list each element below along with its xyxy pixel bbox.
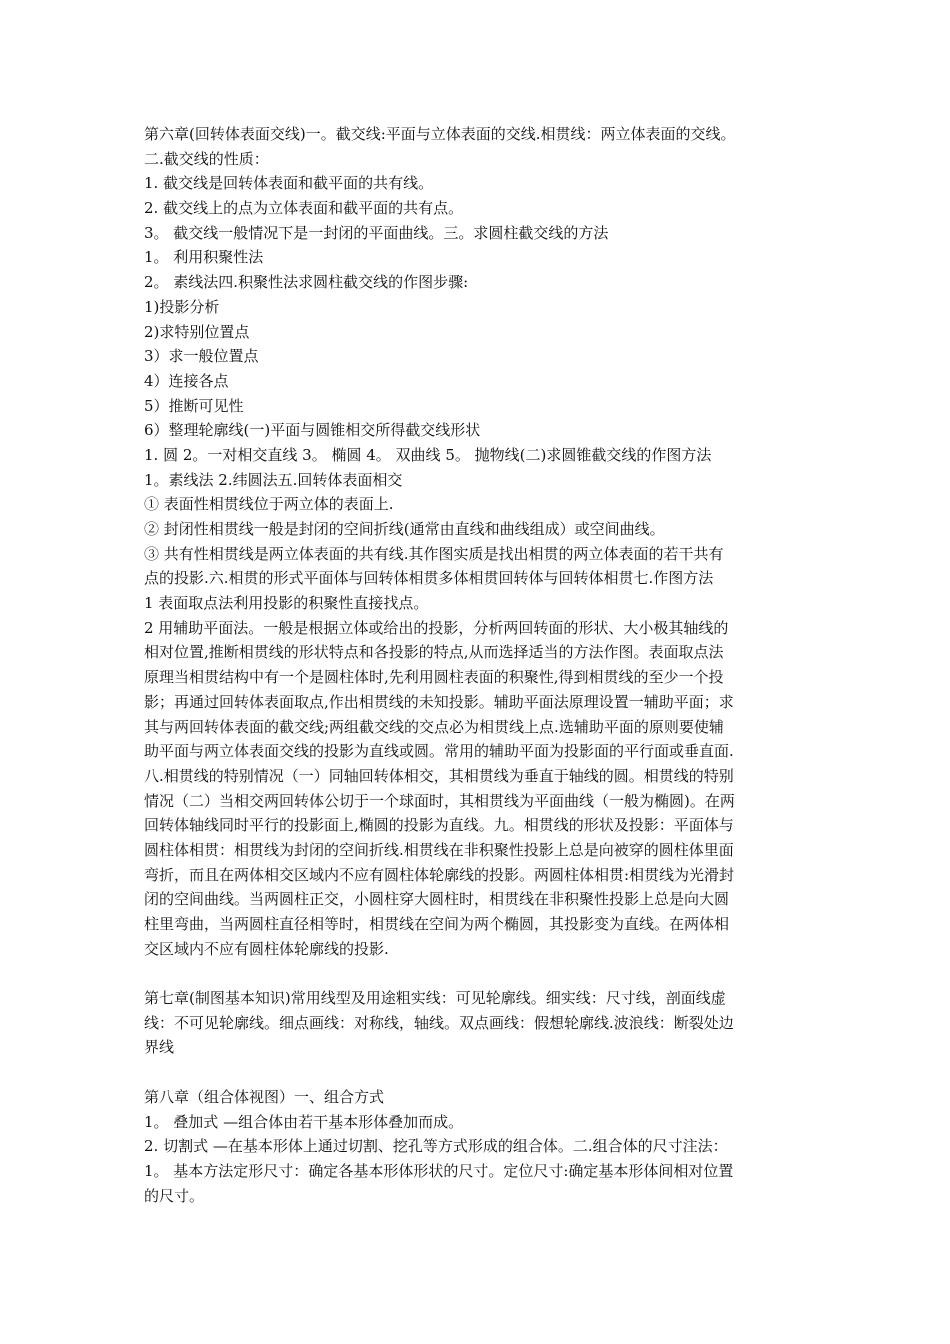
text-line: 回转体轴线同时平行的投影面上,椭圆的投影为直线。九。相贯线的形状及投影：平面体与	[144, 816, 734, 835]
text-line: 2。 素线法四.积聚性法求圆柱截交线的作图步骤:	[144, 273, 469, 292]
text-line: 2)求特别位置点	[144, 322, 250, 341]
text-line: 1。素线法 2.纬圆法五.回转体表面相交	[144, 470, 403, 489]
text-line: ① 表面性相贯线位于两立体的表面上.	[144, 495, 394, 514]
text-line: 相对位置,推断相贯线的形状特点和各投影的特点,从而选择适当的方法作图。表面取点法	[144, 643, 724, 662]
text-line: 圆柱体相贯：相贯线为封闭的空间折线.相贯线在非积聚性投影上总是向被穿的圆柱体里面	[144, 840, 734, 859]
text-line: 4）连接各点	[144, 371, 229, 390]
text-line: 1)投影分析	[144, 297, 220, 316]
text-line: 柱里弯曲，当两圆柱直径相等时，相贯线在空间为两个椭圆，其投影变为直线。在两体相	[144, 915, 730, 933]
chapter6-section	[144, 122, 812, 961]
document-page	[144, 122, 812, 1208]
text-line: 5）推断可见性	[144, 396, 244, 415]
text-line: 点的投影.六.相贯的形式平面体与回转体相贯多体相贯回转体与回转体相贯七.作图方法	[144, 569, 714, 588]
text-line: 3。 截交线一般情况下是一封闭的平面曲线。三。求圆柱截交线的方法	[144, 223, 609, 242]
chapter8-section	[144, 1085, 812, 1208]
paragraph-gap	[144, 961, 812, 986]
text-line: 八.相贯线的特别情况（一）同轴回转体相交，其相贯线为垂直于轴线的圆。相贯线的特别	[144, 766, 734, 785]
text-line: 界线	[144, 1038, 175, 1057]
text-line: 原理当相贯结构中有一个是圆柱体时,先利用圆柱表面的积聚性,得到相贯线的至少一个投	[144, 668, 724, 687]
text-line: 影；再通过回转体表面取点,作出相贯线的未知投影。辅助平面法原理设置一辅助平面；求	[144, 692, 734, 711]
text-line: 助平面与两立体表面交线的投影为直线或圆。常用的辅助平面为投影面的平行面或垂直面.	[144, 742, 734, 761]
text-line: ③ 共有性相贯线是两立体表面的共有线.其作图实质是找出相贯的两立体表面的若干共有	[144, 544, 724, 563]
text-line: 第八章（组合体视图）一、组合方式	[144, 1087, 385, 1106]
text-line: 线：不可见轮廓线。细点画线：对称线，轴线。双点画线：假想轮廓线.波浪线：断裂处边	[144, 1013, 734, 1032]
text-line: 情况（二）当相交两回转体公切于一个球面时，其相贯线为平面曲线（一般为椭圆)。在两	[144, 791, 735, 810]
text-line: 2. 切割式 —在基本形体上通过切割、挖孔等方式形成的组合体。二.组合体的尺寸注法：	[144, 1137, 728, 1156]
text-line: ② 封闭性相贯线一般是封闭的空间折线(通常由直线和曲线组成）或空间曲线。	[144, 520, 665, 538]
text-line: 1。 叠加式 —组合体由若干基本形体叠加而成。	[144, 1112, 464, 1131]
text-line: 1。 利用积聚性法	[144, 248, 264, 267]
text-line: 第六章(回转体表面交线)一。截交线:平面与立体表面的交线.相贯线：两立体表面的交线。	[144, 125, 736, 143]
text-line: 1. 圆 2。一对相交直线 3。 椭圆 4。 双曲线 5。 抛物线(二)求圆锥截交线的作图方法	[144, 445, 712, 464]
text-line: 2 用辅助平面法。一般是根据立体或给出的投影，分析两回转面的形状、大小极其轴线的	[144, 618, 729, 637]
text-line: 弯折，而且在两体相交区域内不应有圆柱体轮廓线的投影。两圆柱体相贯:相贯线为光滑封	[144, 865, 735, 884]
text-line: 2. 截交线上的点为立体表面和截平面的共有点。	[144, 199, 464, 218]
text-line: 的尺寸。	[144, 1186, 205, 1205]
text-line: 1. 截交线是回转体表面和截平面的共有线。	[144, 174, 434, 193]
chapter7-section	[144, 986, 812, 1060]
text-line: 1 表面取点法利用投影的积聚性直接找点。	[144, 594, 429, 613]
text-line: 1。 基本方法定形尺寸：确定各基本形体形状的尺寸。定位尺寸:确定基本形体间相对位置	[144, 1161, 734, 1180]
text-line: 交区域内不应有圆柱体轮廓线的投影.	[144, 939, 389, 958]
text-line: 二.截交线的性质：	[144, 149, 269, 168]
text-line: 6）整理轮廓线(一)平面与圆锥相交所得截交线形状	[144, 421, 481, 440]
text-line: 闭的空间曲线。当两圆柱正交，小圆柱穿大圆柱时，相贯线在非积聚性投影上总是向大圆	[144, 890, 730, 909]
text-line: 其与两回转体表面的截交线;两组截交线的交点必为相贯线上点.选辅助平面的原则要使辅	[144, 717, 724, 736]
paragraph-gap	[144, 1060, 812, 1085]
text-line: 第七章(制图基本知识)常用线型及用途粗实线：可见轮廓线。细实线：尺寸线，剖面线虚	[144, 989, 726, 1008]
text-line: 3）求一般位置点	[144, 347, 259, 366]
